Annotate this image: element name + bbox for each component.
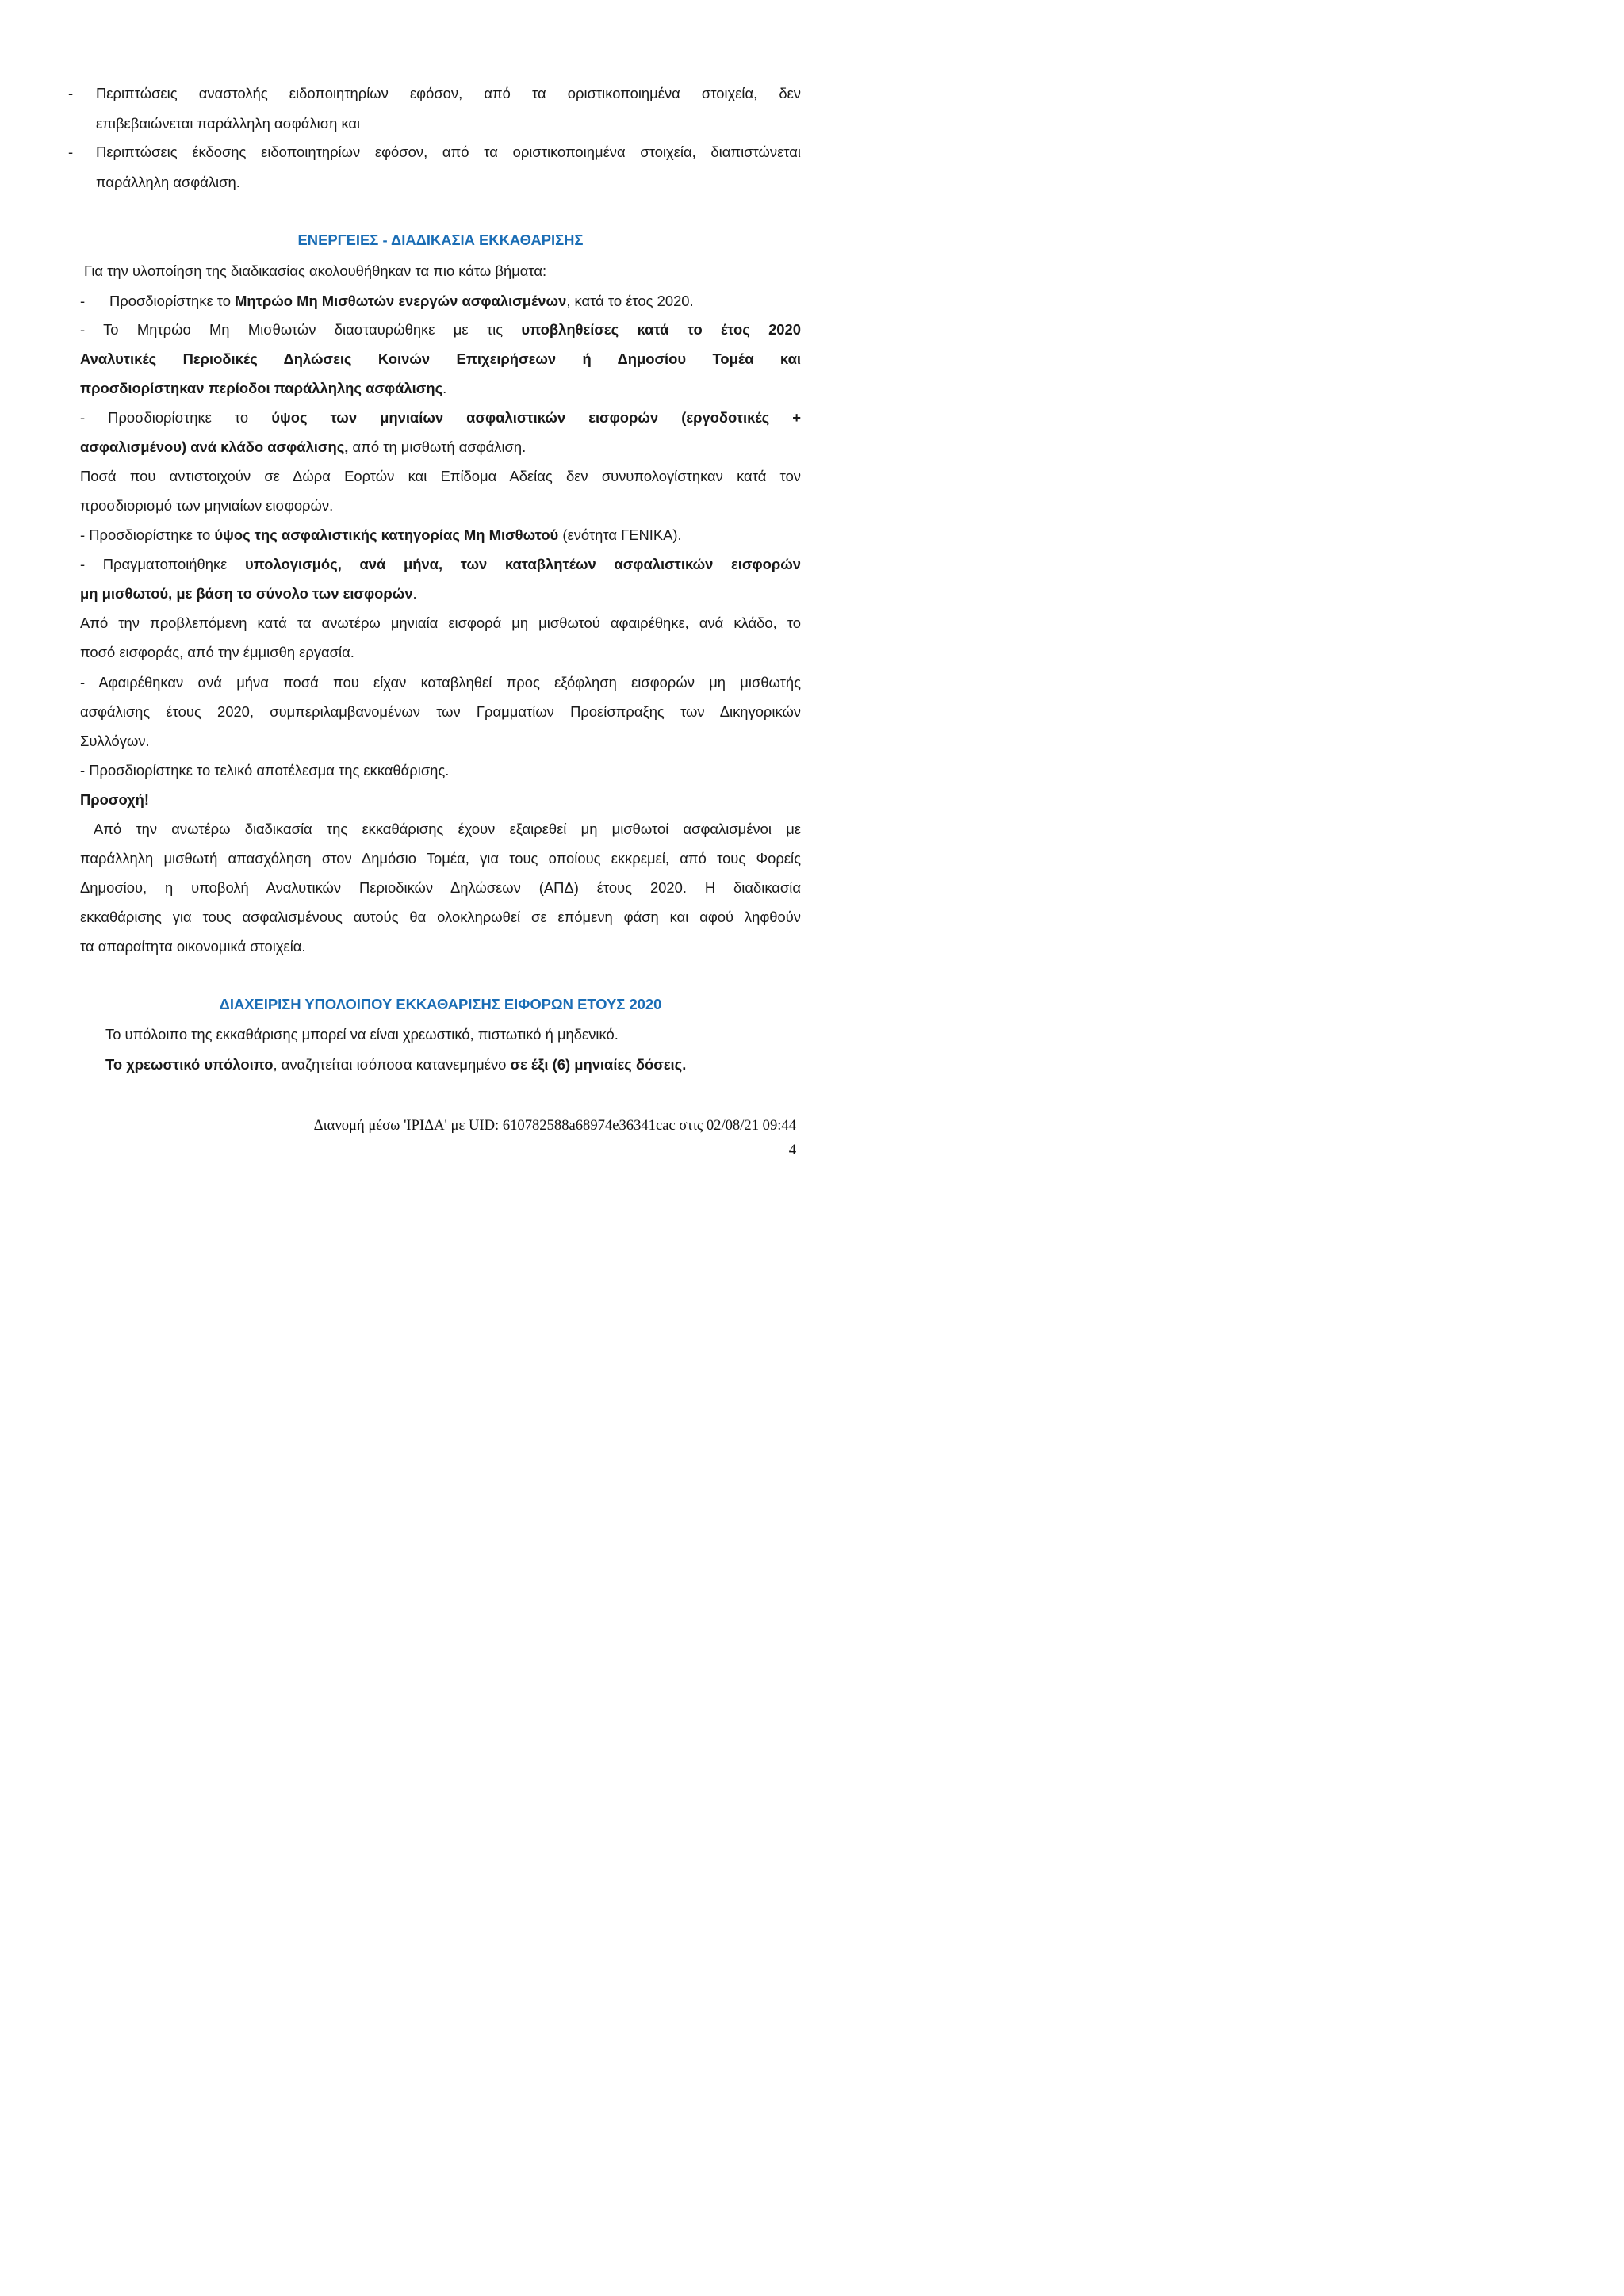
step-3-line-1: - Προσδιορίστηκε το ύψος των μηνιαίων ασφαλιστικών εισφορών (εργοδοτικές +	[80, 409, 802, 426]
bullet-dash: -	[68, 85, 74, 101]
step-6-line-2: ασφάλισης έτους 2020, συμπεριλαμβανομένων των Γραμματίων Προείσπραξης των Δικηγορικών	[80, 703, 801, 720]
step-6-line-1: - Αφαιρέθηκαν ανά μήνα ποσά που είχαν καταβληθεί προς εξόφληση εισφορών μη μισθωτής	[80, 674, 801, 691]
step-5-line-2: μη μισθωτού, με βάση το σύνολο των εισφορών.	[80, 585, 417, 602]
step-6-line-3: Συλλόγων.	[80, 733, 150, 749]
bullet-2-line-1: Περιπτώσεις έκδοσης ειδοποιητηρίων εφόσον, από τα οριστικοποιημένα στοιχεία, διαπιστώνεται	[96, 144, 801, 160]
section-heading-balance: ΔΙΑΧΕΙΡΙΣΗ ΥΠΟΛΟΙΠΟΥ ΕΚΚΑΘΑΡΙΣΗΣ ΕΙΦΟΡΩΝ ΕΤΟΥΣ 2020	[219, 996, 662, 1012]
section-heading-procedure: ΕΝΕΡΓΕΙΕΣ - ΔΙΑΔΙΚΑΣΙΑ ΕΚΚΑΘΑΡΙΣΗΣ	[297, 232, 584, 248]
attention-line-5: τα απαραίτητα οικονομικά στοιχεία.	[80, 938, 306, 955]
step-7: - Προσδιορίστηκε το τελικό αποτέλεσμα της εκκαθάρισης.	[80, 762, 450, 779]
step-3-line-2: ασφαλισμένου) ανά κλάδο ασφάλισης, από τη μισθωτή ασφάλιση.	[80, 438, 527, 455]
attention-line-4: εκκαθάρισης για τους ασφαλισμένους αυτούς θα ολοκληρωθεί σε επόμενη φάση και αφού ληφθούν	[80, 909, 801, 925]
step-dash: -	[80, 293, 86, 309]
step-4: - Προσδιορίστηκε το ύψος της ασφαλιστικής κατηγορίας Μη Μισθωτού (ενότητα ΓΕΝΙΚΑ).	[80, 526, 682, 543]
step-2-line-2: Αναλυτικές Περιοδικές Δηλώσεις Κοινών Επιχειρήσεων ή Δημοσίου Τομέα και	[80, 350, 801, 367]
bullet-2-line-2: παράλληλη ασφάλιση.	[96, 174, 240, 190]
note-2-line-1: Από την προβλεπόμενη κατά τα ανωτέρω μηνιαία εισφορά μη μισθωτού αφαιρέθηκε, ανά κλάδο, το	[80, 614, 801, 631]
attention-label: Προσοχή!	[80, 791, 149, 808]
note-1-line-1: Ποσά που αντιστοιχούν σε Δώρα Εορτών και Επίδομα Αδείας δεν συνυπολογίστηκαν κατά τον	[80, 468, 801, 484]
attention-line-3: Δημοσίου, η υποβολή Αναλυτικών Περιοδικών Δηλώσεων (ΑΠΔ) έτους 2020. Η διαδικασία	[80, 879, 801, 896]
bullet-1-line-1: Περιπτώσεις αναστολής ειδοποιητηρίων εφόσον, από τα οριστικοποιημένα στοιχεία, δεν	[96, 85, 801, 101]
attention-line-2: παράλληλη μισθωτή απασχόληση στον Δημόσιο Τομέα, για τους οποίους εκκρεμεί, από τους Φορείς	[80, 850, 801, 867]
procedure-intro: Για την υλοποίηση της διαδικασίας ακολουθήθηκαν τα πιο κάτω βήματα:	[84, 262, 547, 279]
balance-paragraph-2: Το χρεωστικό υπόλοιπο, αναζητείται ισόποσα κατανεμημένο σε έξι (6) μηνιαίες δόσεις.	[105, 1056, 687, 1073]
bullet-dash: -	[68, 144, 74, 160]
bullet-1-line-2: επιβεβαιώνεται παράλληλη ασφάλιση και	[96, 115, 361, 132]
attention-line-1: Από την ανωτέρω διαδικασία της εκκαθάρισης έχουν εξαιρεθεί μη μισθωτοί ασφαλισμένοι με	[94, 821, 801, 837]
document-page	[0, 0, 868, 1226]
step-1: Προσδιορίστηκε το Μητρώο Μη Μισθωτών ενεργών ασφαλισμένων, κατά το έτος 2020.	[109, 293, 694, 309]
balance-paragraph-1: Το υπόλοιπο της εκκαθάρισης μπορεί να είναι χρεωστικό, πιστωτικό ή μηδενικό.	[105, 1026, 619, 1043]
step-2-line-1: - Το Μητρώο Μη Μισθωτών διασταυρώθηκε με τις υποβληθείσες κατά το έτος 2020	[80, 321, 801, 338]
step-5-line-1: - Πραγματοποιήθηκε υπολογισμός, ανά μήνα, των καταβλητέων ασφαλιστικών εισφορών	[80, 556, 801, 572]
note-1-line-2: προσδιορισμό των μηνιαίων εισφορών.	[80, 497, 334, 514]
distribution-footer: Διανομή μέσω 'ΙΡΙΔΑ' με UID: 610782588a68974e36341cac στις 02/08/21 09:44	[313, 1117, 796, 1134]
page-number: 4	[788, 1142, 796, 1158]
step-2-line-3: προσδιορίστηκαν περίοδοι παράλληλης ασφάλισης.	[80, 380, 447, 396]
note-2-line-2: ποσό εισφοράς, από την έμμισθη εργασία.	[80, 644, 354, 660]
